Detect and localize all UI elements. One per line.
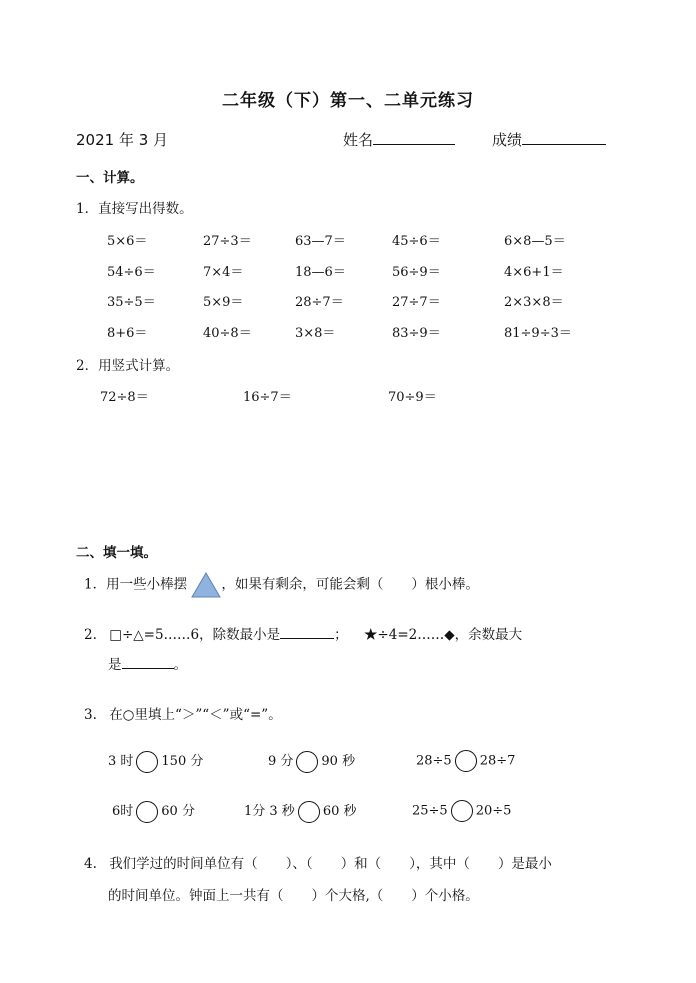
- calc-item: 7×4＝: [203, 265, 244, 280]
- compare-item: [112, 800, 195, 823]
- q4-num: 4.: [84, 856, 97, 872]
- q3-num: 3.: [84, 707, 97, 723]
- fill-q2-line1: [84, 623, 522, 643]
- compare-circle[interactable]: [136, 801, 158, 823]
- compare-right: 150 分: [161, 754, 204, 769]
- calc-item: 27÷3＝: [203, 234, 252, 249]
- calc-item: 3×8＝: [295, 326, 336, 341]
- calc-item: 45÷6＝: [392, 234, 441, 249]
- fill-q4-line2: [108, 884, 479, 904]
- compare-circle[interactable]: [136, 751, 158, 773]
- calc-item: 27÷7＝: [392, 295, 441, 310]
- calc-item: 5×9＝: [203, 295, 244, 310]
- q2-part1: □÷△=5……6，除数最小是: [109, 627, 281, 643]
- calc-item: 81÷9÷3＝: [504, 326, 572, 341]
- q2-num: 2.: [84, 627, 97, 643]
- compare-right: 28÷7: [479, 753, 516, 769]
- triangle-icon: [191, 572, 221, 598]
- q2-part2: ；: [334, 627, 348, 643]
- vertical-calc-item: 70÷9＝: [388, 390, 437, 405]
- q2-line2-a: 是: [108, 657, 122, 673]
- q4-text: ），其中（: [409, 856, 470, 872]
- compare-right: 60 分: [161, 804, 195, 819]
- fill-q1: [84, 572, 479, 598]
- score-blank[interactable]: [522, 129, 606, 145]
- name-label: 姓名: [343, 131, 374, 149]
- fill-q2-line2: [108, 653, 187, 673]
- calc-item: 56÷9＝: [392, 265, 441, 280]
- calc-item: 2×3×8＝: [504, 295, 564, 310]
- compare-right: 20÷5: [475, 803, 512, 819]
- name-blank[interactable]: [373, 129, 455, 145]
- q4-text: 的时间单位。钟面上一共有（: [108, 888, 284, 904]
- compare-right: 60 秒: [322, 804, 357, 819]
- score-label: 成绩: [492, 131, 523, 149]
- compare-item: [108, 750, 203, 773]
- q1-num: 1．: [84, 576, 107, 593]
- calc-item: 63—7＝: [295, 234, 346, 249]
- compare-item: [416, 750, 515, 772]
- calc-item: 54÷6＝: [107, 265, 156, 280]
- calc-item: 83÷9＝: [392, 326, 441, 341]
- q1-text-end: ）根小棒。: [411, 576, 479, 593]
- score-field[interactable]: [492, 129, 606, 150]
- calc-item: 35÷5＝: [107, 295, 156, 310]
- compare-item: [268, 750, 355, 773]
- name-field[interactable]: [343, 129, 455, 150]
- q2-line2-b: 。: [173, 657, 187, 673]
- calc-item: 4×6+1＝: [504, 265, 564, 280]
- compare-left: 25÷5: [412, 803, 448, 819]
- q4-text: 我们学过的时间单位有（: [109, 856, 258, 872]
- q4-text: ）、（: [285, 856, 313, 872]
- page-title: 二年级（下）第一、二单元练习: [222, 91, 474, 111]
- calc-item: 40÷8＝: [203, 326, 252, 341]
- section1-heading: 一、计算。: [76, 170, 144, 186]
- fill-q4-line1: [84, 852, 552, 872]
- compare-right: 90 秒: [321, 754, 356, 769]
- calc-item: 28÷7＝: [295, 295, 344, 310]
- q2-part3: ★÷4=2……◆，余数最大: [363, 627, 523, 643]
- calc-item: 5×6＝: [107, 234, 148, 249]
- q1-text-before: 用一些小棒摆: [106, 576, 188, 593]
- compare-left: 28÷5: [416, 753, 452, 769]
- compare-item: [412, 800, 511, 822]
- calc-item: 6×8—5＝: [504, 234, 566, 249]
- fill-q3: [84, 703, 282, 723]
- compare-circle[interactable]: [296, 751, 318, 773]
- compare-circle[interactable]: [455, 750, 477, 772]
- calc-item: 18—6＝: [295, 265, 346, 280]
- date-label: 2021 年 3 月: [76, 131, 169, 149]
- compare-left: 6时: [112, 804, 134, 819]
- q1-text-after: ，如果有剩余，可能会剩（: [221, 576, 384, 593]
- compare-circle[interactable]: [298, 801, 320, 823]
- compare-item: [244, 800, 357, 823]
- remainder-blank[interactable]: [122, 655, 174, 669]
- q3-text: 在○里填上“＞”“＜”或“=”。: [109, 707, 282, 723]
- compare-left: 1分 3 秒: [244, 804, 295, 819]
- q2-label: 2．用竖式计算。: [76, 358, 180, 374]
- calc-item: 8+6＝: [107, 326, 148, 341]
- divisor-blank[interactable]: [280, 625, 334, 639]
- q4-text: ）和（: [340, 856, 382, 872]
- section2-heading: 二、填一填。: [76, 545, 157, 561]
- compare-left: 9 分: [268, 754, 294, 769]
- vertical-calc-item: 16÷7＝: [243, 390, 292, 405]
- q4-text: ）个大格,（: [311, 888, 384, 904]
- q4-text: ）个小格。: [411, 888, 479, 904]
- q1-label: 1．直接写出得数。: [76, 201, 193, 217]
- compare-circle[interactable]: [451, 800, 473, 822]
- vertical-calc-item: 72÷8＝: [100, 390, 149, 405]
- compare-left: 3 时: [108, 754, 134, 769]
- q4-text: ）是最小: [497, 856, 552, 872]
